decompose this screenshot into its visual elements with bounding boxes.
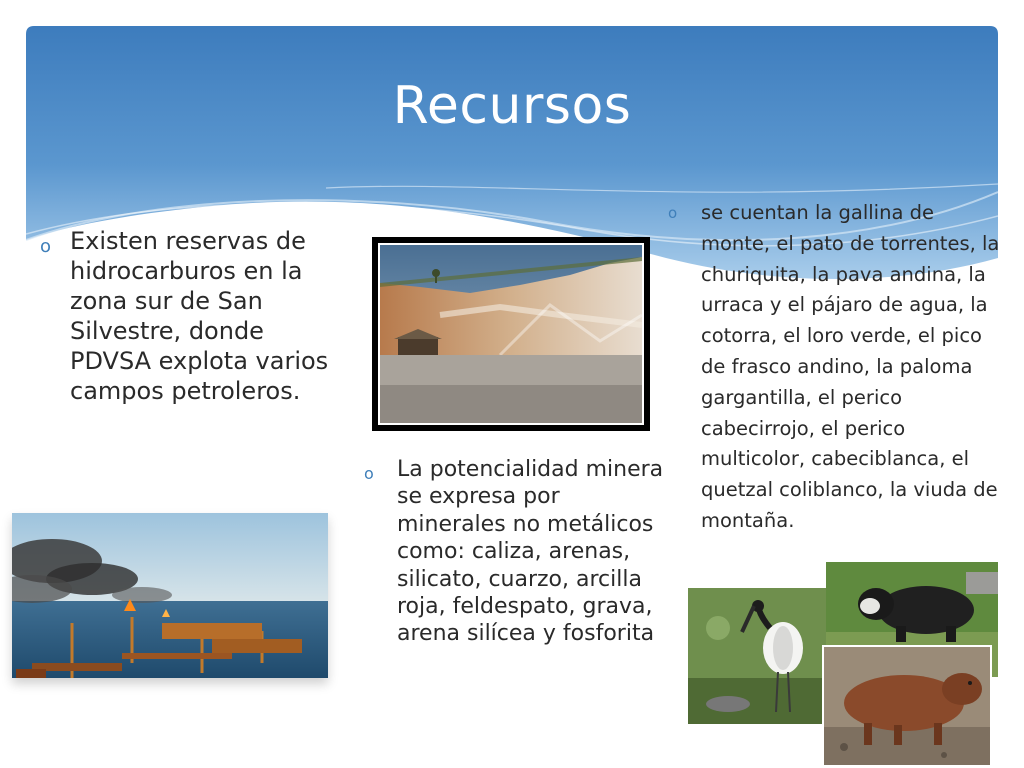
bullet-hydrocarbons-text: Existen reservas de hidrocarburos en la zona sur de San Silvestre, donde PDVSA explota varios campos petroleros. — [70, 227, 329, 405]
bullet-marker-icon: o — [364, 464, 374, 483]
quarry-photo — [372, 237, 650, 431]
capybara-photo — [822, 645, 992, 767]
bullet-minerals — [364, 456, 664, 648]
bullet-hydrocarbons — [40, 226, 330, 406]
oil-platform-illustration — [12, 513, 328, 678]
quarry-illustration — [380, 245, 642, 423]
stork-illustration — [688, 588, 833, 724]
bullet-fauna — [668, 198, 1008, 537]
slide-title: Recursos — [392, 76, 632, 136]
bullet-minerals-text: La potencialidad minera se expresa por minerales no metálicos como: caliza, arenas, silicato, cuarzo, arcilla roja, feldespato, grava, arena silícea y fosforita — [397, 457, 664, 647]
capybara-illustration — [824, 647, 990, 765]
bullet-marker-icon: o — [40, 236, 52, 257]
oil-platform-photo — [12, 513, 328, 678]
stork-photo — [688, 588, 833, 724]
bullet-marker-icon: o — [668, 204, 678, 222]
bullet-fauna-text: se cuentan la gallina de monte, el pato de torrentes, la churiquita, la pava andina, la urraca y el pájaro de agua, la cotorra, el loro verde, el pico de frasco andino, la paloma gargantilla, el perico cabecirrojo, el perico multicolor, cabeciblanca, el quetzal coliblanco, la viuda de montaña. — [701, 201, 1000, 532]
